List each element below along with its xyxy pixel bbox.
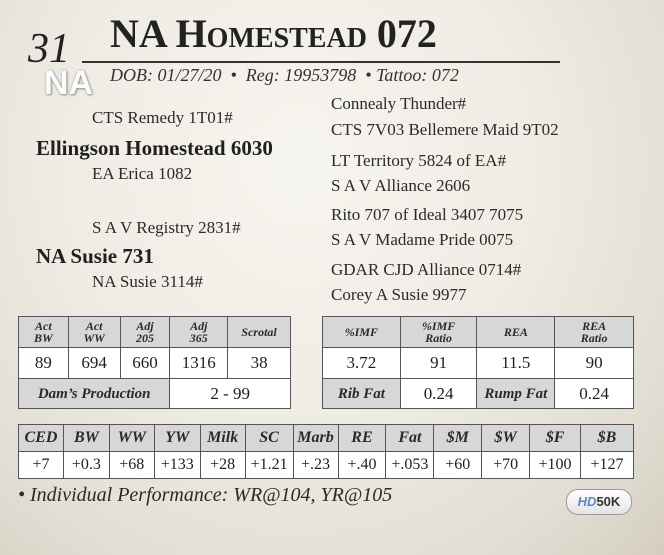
great-grandparent: Connealy Thunder# (331, 94, 467, 113)
epd-value-ww: +68 (109, 452, 154, 479)
carcass-value-cell: 91 (400, 348, 477, 379)
carcass-value-cell: 11.5 (477, 348, 555, 379)
epd-value-b: +127 (581, 452, 634, 479)
rib-fat-value: 0.24 (400, 379, 477, 409)
dam-dam: NA Susie 3114# (92, 272, 203, 291)
great-grandparent: LT Territory 5824 of EA# (331, 151, 507, 170)
sire-sire: CTS Remedy 1T01# (92, 108, 233, 127)
carcass-header-cell: %IMF (323, 317, 401, 348)
epd-header-w: $W (482, 425, 530, 452)
weights-value-cell: 660 (120, 348, 170, 379)
carcass-value-cell: 3.72 (323, 348, 401, 379)
great-grandparent: GDAR CJD Alliance 0714# (331, 260, 522, 279)
epd-header-b: $B (581, 425, 634, 452)
epd-value-m: +60 (434, 452, 482, 479)
epd-header-marb: Marb (293, 425, 338, 452)
carcass-table (322, 316, 634, 409)
weights-value-cell: 1316 (170, 348, 228, 379)
weights-header-cell: Act WW (68, 317, 120, 348)
weights-header-cell: Adj 365 (170, 317, 228, 348)
epd-value-bw: +0.3 (63, 452, 109, 479)
epd-header-f: $F (530, 425, 581, 452)
weights-value-cell: 38 (228, 348, 291, 379)
epd-header-re: RE (338, 425, 386, 452)
carcass-header-cell: %IMF Ratio (400, 317, 477, 348)
epd-header-bw: BW (63, 425, 109, 452)
na-logo: NA (44, 64, 94, 102)
weights-value-cell: 89 (19, 348, 69, 379)
epd-header-milk: Milk (200, 425, 245, 452)
animal-name-title: NA Homestead 072 (110, 11, 437, 56)
dam-sire: S A V Registry 2831# (92, 218, 241, 237)
dam-name: NA Susie 731 (36, 244, 154, 268)
epd-value-milk: +28 (200, 452, 245, 479)
rump-fat-label: Rump Fat (477, 379, 555, 409)
sire-dam: EA Erica 1082 (92, 164, 193, 183)
epd-value-marb: +.23 (293, 452, 338, 479)
epd-header-ww: WW (109, 425, 154, 452)
carcass-value-cell: 90 (555, 348, 634, 379)
epd-header-sc: SC (245, 425, 293, 452)
epd-value-yw: +133 (154, 452, 200, 479)
epd-value-fat: +.053 (386, 452, 434, 479)
weights-value-cell: 694 (68, 348, 120, 379)
carcass-header-cell: REA Ratio (555, 317, 634, 348)
weights-header-cell: Act BW (19, 317, 69, 348)
great-grandparent: Corey A Susie 9977 (331, 285, 467, 304)
epd-value-re: +.40 (338, 452, 386, 479)
epd-header-yw: YW (154, 425, 200, 452)
hd50k-prefix: HD (577, 494, 597, 509)
hd50k-suffix: 50K (596, 494, 621, 509)
great-grandparent: CTS 7V03 Bellemere Maid 9T02 (331, 120, 559, 139)
rump-fat-value: 0.24 (555, 379, 634, 409)
lot-number: 31 (28, 26, 70, 72)
epd-value-sc: +1.21 (245, 452, 293, 479)
epd-value-w: +70 (482, 452, 530, 479)
epd-header-m: $M (434, 425, 482, 452)
weights-header-cell: Adj 205 (120, 317, 170, 348)
epd-table (18, 424, 634, 479)
epd-header-fat: Fat (386, 425, 434, 452)
great-grandparent: S A V Alliance 2606 (331, 176, 471, 195)
epd-header-ced: CED (19, 425, 64, 452)
title-underline (82, 61, 560, 63)
epd-value-f: +100 (530, 452, 581, 479)
carcass-header-cell: REA (477, 317, 555, 348)
individual-performance-note: • Individual Performance: WR@104, YR@105 (18, 484, 393, 506)
weights-table (18, 316, 291, 409)
sire-name: Ellingson Homestead 6030 (36, 136, 273, 160)
dams-production-value: 2 - 99 (170, 379, 291, 409)
dams-production-label: Dam’s Production (19, 379, 170, 409)
epd-value-ced: +7 (19, 452, 64, 479)
registration-details: DOB: 01/27/20 • Reg: 19953798 • Tattoo: 072 (110, 65, 459, 85)
rib-fat-label: Rib Fat (323, 379, 401, 409)
great-grandparent: S A V Madame Pride 0075 (331, 230, 514, 249)
great-grandparent: Rito 707 of Ideal 3407 7075 (331, 205, 524, 224)
hd50k-badge (566, 489, 632, 515)
weights-header-cell: Scrotal (228, 317, 291, 348)
